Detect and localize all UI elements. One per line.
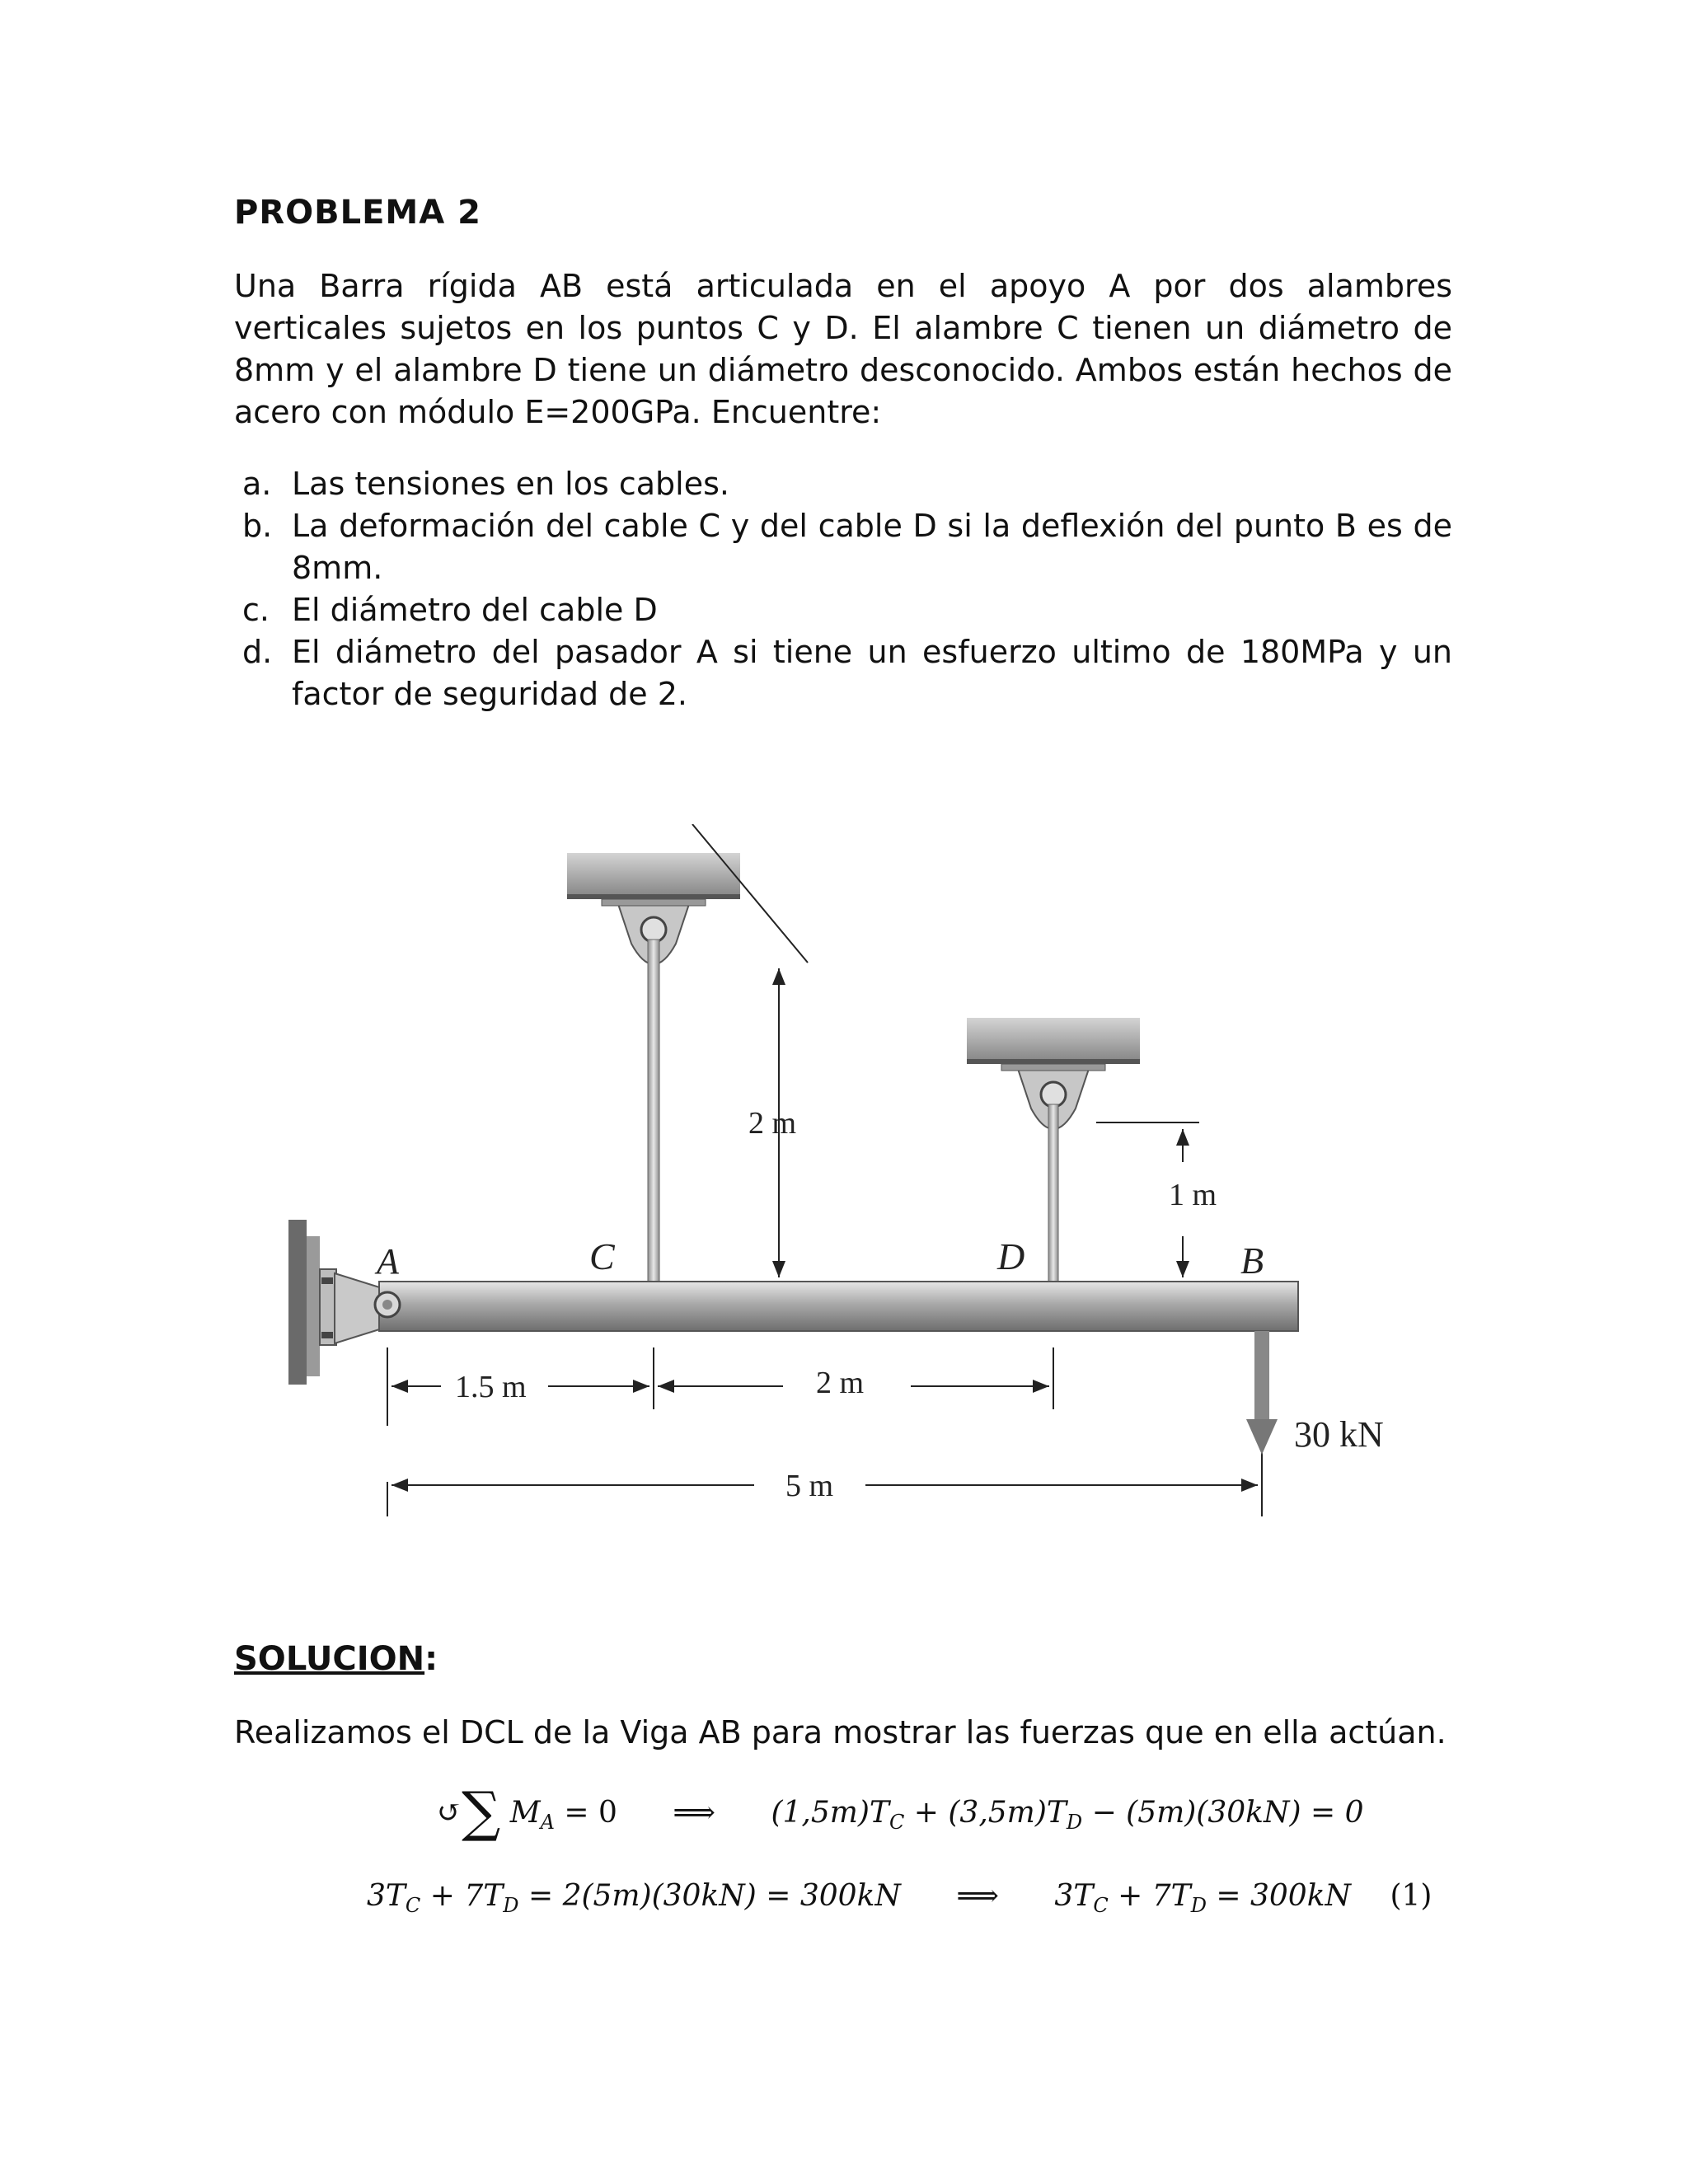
equation-tag: (1) <box>1390 1879 1432 1913</box>
problem-intro: Una Barra rígida AB está articulada en el apoyo A por dos alambres verticales sujetos en los puntos C y D. El alambre C tienen un diámetro de 8mm y el alambre D tiene un diámetro desconocido. Ambos están hechos de acero con módulo E=200GPa. Encuentre: <box>234 268 1452 430</box>
solution-heading-colon: : <box>424 1640 438 1678</box>
label-a: A <box>377 1241 399 1282</box>
eq2-b3: = 300kN <box>1206 1879 1352 1913</box>
task-marker: a. <box>242 466 272 502</box>
eq2-b2-sub: D <box>1190 1894 1207 1918</box>
eq1-term1-sub: C <box>889 1811 905 1835</box>
cable-c <box>648 940 659 1282</box>
dim-a-to-b: 5 m <box>785 1469 834 1503</box>
solution-heading <box>234 1640 438 1678</box>
label-c: C <box>589 1235 615 1277</box>
task-text: El diámetro del cable D <box>292 592 658 628</box>
beam-figure <box>272 824 1467 1566</box>
task-list <box>234 463 1452 715</box>
wall-support <box>288 1220 387 1385</box>
dim-cable-d: 1 m <box>1169 1178 1217 1212</box>
eq2-b2: + 7T <box>1108 1879 1191 1913</box>
dim-cable-c: 2 m <box>748 1106 797 1141</box>
label-b: B <box>1240 1240 1264 1282</box>
problem-title: PROBLEMA 2 <box>234 194 481 232</box>
task-item <box>234 463 1452 505</box>
eq1-term2: + (3,5m)T <box>904 1796 1067 1830</box>
simplified-equation <box>367 1879 1432 1917</box>
eq2-a2: + 7T <box>420 1879 504 1913</box>
eq1-term1: (1,5m)T <box>771 1796 889 1830</box>
task-text: El diámetro del pasador A si tiene un esfuerzo ultimo de 180MPa y un factor de seguridad de 2. <box>292 634 1452 712</box>
eq2-a1: 3T <box>367 1879 406 1913</box>
task-marker: d. <box>242 634 273 670</box>
eq2-b1-sub: C <box>1093 1894 1109 1918</box>
dim-a-to-c: 1.5 m <box>455 1370 527 1404</box>
cable-d <box>1048 1104 1058 1282</box>
moment-equation <box>437 1780 1363 1844</box>
task-item <box>234 505 1452 589</box>
load-label: 30 kN <box>1294 1414 1384 1455</box>
eq1-rest: − (5m)(30kN) = 0 <box>1082 1796 1364 1830</box>
solution-text: Realizamos el DCL de la Viga AB para mostrar las fuerzas que en ella actúan. <box>234 1714 1447 1750</box>
task-text: La deformación del cable C y del cable D si la deflexión del punto B es de 8mm. <box>292 508 1452 586</box>
eq2-arrow: ⟹ <box>956 1879 999 1913</box>
eq1-lhs-rest: = 0 <box>554 1796 617 1830</box>
eq1-arrow: ⟹ <box>673 1796 715 1830</box>
task-marker: b. <box>242 508 273 544</box>
task-item <box>234 631 1452 715</box>
task-item <box>234 589 1452 631</box>
task-text: Las tensiones en los cables. <box>292 466 729 502</box>
rotation-icon: ↺ <box>437 1796 462 1830</box>
task-marker: c. <box>242 592 270 628</box>
sum-symbol: ∑ <box>462 1780 501 1844</box>
rigid-beam <box>379 1282 1298 1331</box>
eq1-term2-sub: D <box>1066 1811 1083 1835</box>
eq2-a3: = 2(5m)(30kN) = 300kN <box>518 1879 901 1913</box>
eq2-a2-sub: D <box>503 1894 519 1918</box>
label-d: D <box>997 1235 1025 1277</box>
eq1-moment-sub: A <box>540 1811 555 1835</box>
solution-heading-text: SOLUCION <box>234 1640 425 1678</box>
eq2-a1-sub: C <box>405 1894 421 1918</box>
eq1-moment: M <box>509 1796 541 1830</box>
load-arrow <box>1246 1331 1278 1455</box>
eq2-b1: 3T <box>1054 1879 1094 1913</box>
dim-c-to-d: 2 m <box>816 1366 865 1400</box>
